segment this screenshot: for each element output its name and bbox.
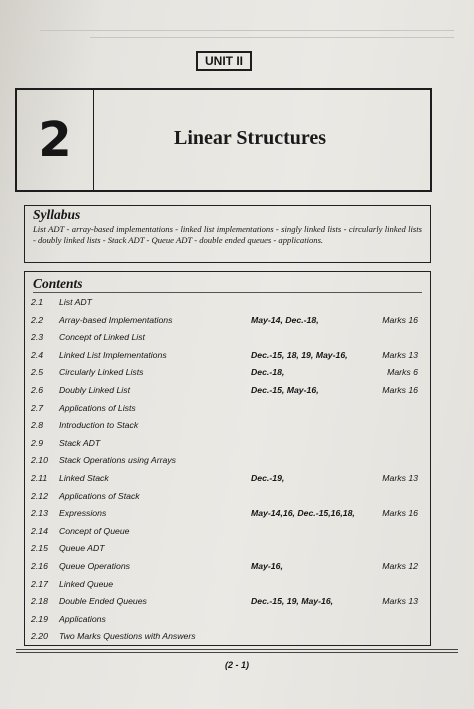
contents-item-number: 2.17 [31, 578, 48, 589]
contents-item-title: Circularly Linked Lists [59, 367, 144, 378]
contents-item-number: 2.1 [31, 297, 44, 307]
contents-item-marks: Marks 16 [382, 508, 418, 519]
contents-item-number: 2.15 [31, 543, 48, 554]
contents-item-marks: Marks 6 [387, 367, 418, 378]
contents-item-marks: Marks 16 [382, 314, 418, 325]
contents-item-title: Stack Operations using Arrays [59, 455, 177, 466]
contents-item[interactable] [31, 540, 426, 557]
bleed-through-line [90, 37, 454, 38]
footer-rule [16, 649, 458, 650]
contents-item[interactable] [31, 294, 426, 311]
contents-item-number: 2.19 [31, 613, 48, 624]
contents-heading: Contents [33, 276, 83, 291]
contents-item-number: 2.5 [31, 367, 44, 378]
chapter-title: Linear Structures [174, 127, 327, 149]
contents-item-title: List ADT [59, 297, 92, 307]
contents-item-title: Stack ADT [59, 437, 101, 448]
contents-item-exam: May-14, Dec.-18, [251, 314, 319, 325]
contents-item-marks: Marks 16 [382, 385, 418, 395]
contents-item-title: Concept of Queue [59, 525, 130, 536]
contents-item[interactable] [31, 558, 426, 575]
contents-item[interactable] [31, 435, 426, 452]
contents-item-number: 2.16 [31, 561, 48, 571]
contents-item-marks: Marks 13 [382, 349, 418, 360]
contents-item-exam: Dec.-15, 18, 19, May-16, [251, 349, 348, 360]
contents-item-title: Applications [59, 613, 106, 624]
syllabus-heading: Syllabus [33, 207, 81, 222]
contents-item[interactable] [31, 611, 426, 628]
contents-item-number: 2.8 [31, 420, 44, 431]
contents-item-title: Introduction to Stack [59, 420, 139, 431]
contents-item-marks: Marks 13 [382, 473, 418, 483]
contents-item-marks: Marks 12 [382, 561, 418, 571]
contents-item-exam: Dec.-18, [251, 367, 285, 378]
contents-item-number: 2.10 [31, 455, 48, 466]
contents-item-number: 2.13 [31, 508, 48, 519]
contents-item-title: Linked List Implementations [59, 349, 167, 360]
contents-item-title: Applications of Stack [59, 490, 140, 501]
contents-item-exam: Dec.-15, 19, May-16, [251, 596, 334, 607]
contents-item[interactable] [31, 452, 426, 469]
contents-item[interactable] [31, 576, 426, 593]
contents-item-number: 2.20 [31, 631, 48, 642]
contents-item[interactable] [31, 470, 426, 487]
contents-item-title: Expressions [59, 508, 107, 519]
syllabus-text: List ADT - array-based implementations - linked list implementations - singly linked lists - circularly linked lists - doubly linked lists - Stack ADT - Queue ADT - double ended queues - applications. [33, 224, 422, 245]
contents-item[interactable] [31, 364, 426, 381]
contents-item-number: 2.4 [31, 349, 44, 360]
contents-item-title: Queue Operations [59, 561, 130, 571]
contents-item-marks: Marks 13 [382, 596, 418, 607]
contents-item-number: 2.12 [31, 490, 48, 501]
contents-item-exam: May-14,16, Dec.-15,16,18, [251, 508, 355, 519]
contents-item-title: Concept of Linked List [59, 332, 145, 343]
chapter-number: 2 [17, 90, 94, 190]
contents-item[interactable] [31, 382, 426, 399]
contents-item-title: Linked Queue [59, 578, 114, 589]
contents-item[interactable] [31, 347, 426, 364]
unit-label: UNIT II [196, 51, 252, 71]
contents-item-title: Two Marks Questions with Answers [59, 631, 196, 642]
contents-item-title: Queue ADT [59, 543, 105, 554]
page-number: (2 - 1) [224, 660, 249, 670]
chapter-header [15, 88, 432, 192]
contents-item[interactable] [31, 400, 426, 417]
contents-item-number: 2.9 [31, 437, 44, 448]
contents-item[interactable] [31, 312, 426, 329]
contents-item[interactable] [31, 488, 426, 505]
contents-item-exam: Dec.-19, [251, 473, 285, 483]
bleed-through-line [40, 30, 454, 31]
contents-item-title: Array-based Implementations [59, 314, 173, 325]
contents-item[interactable] [31, 628, 426, 645]
contents-item-title: Doubly Linked List [59, 385, 130, 395]
contents-item-number: 2.14 [31, 525, 48, 536]
contents-item-number: 2.3 [31, 332, 44, 343]
contents-item[interactable] [31, 593, 426, 610]
contents-item-number: 2.18 [31, 596, 48, 607]
contents-item[interactable] [31, 523, 426, 540]
contents-item-title: Linked Stack [59, 473, 109, 483]
contents-item-number: 2.7 [31, 402, 44, 413]
contents-item-title: Applications of Lists [59, 402, 136, 413]
contents-item-title: Double Ended Queues [59, 596, 147, 607]
contents-item[interactable] [31, 417, 426, 434]
contents-divider [33, 292, 422, 293]
contents-item-number: 2.11 [31, 473, 48, 483]
contents-item-number: 2.2 [31, 314, 44, 325]
syllabus-box [24, 205, 431, 263]
contents-box [24, 271, 431, 646]
footer-rule [16, 652, 458, 653]
contents-item[interactable] [31, 505, 426, 522]
contents-item-exam: May-16, [251, 561, 283, 571]
contents-item[interactable] [31, 329, 426, 346]
contents-item-number: 2.6 [31, 385, 44, 395]
contents-item-exam: Dec.-15, May-16, [251, 385, 319, 395]
